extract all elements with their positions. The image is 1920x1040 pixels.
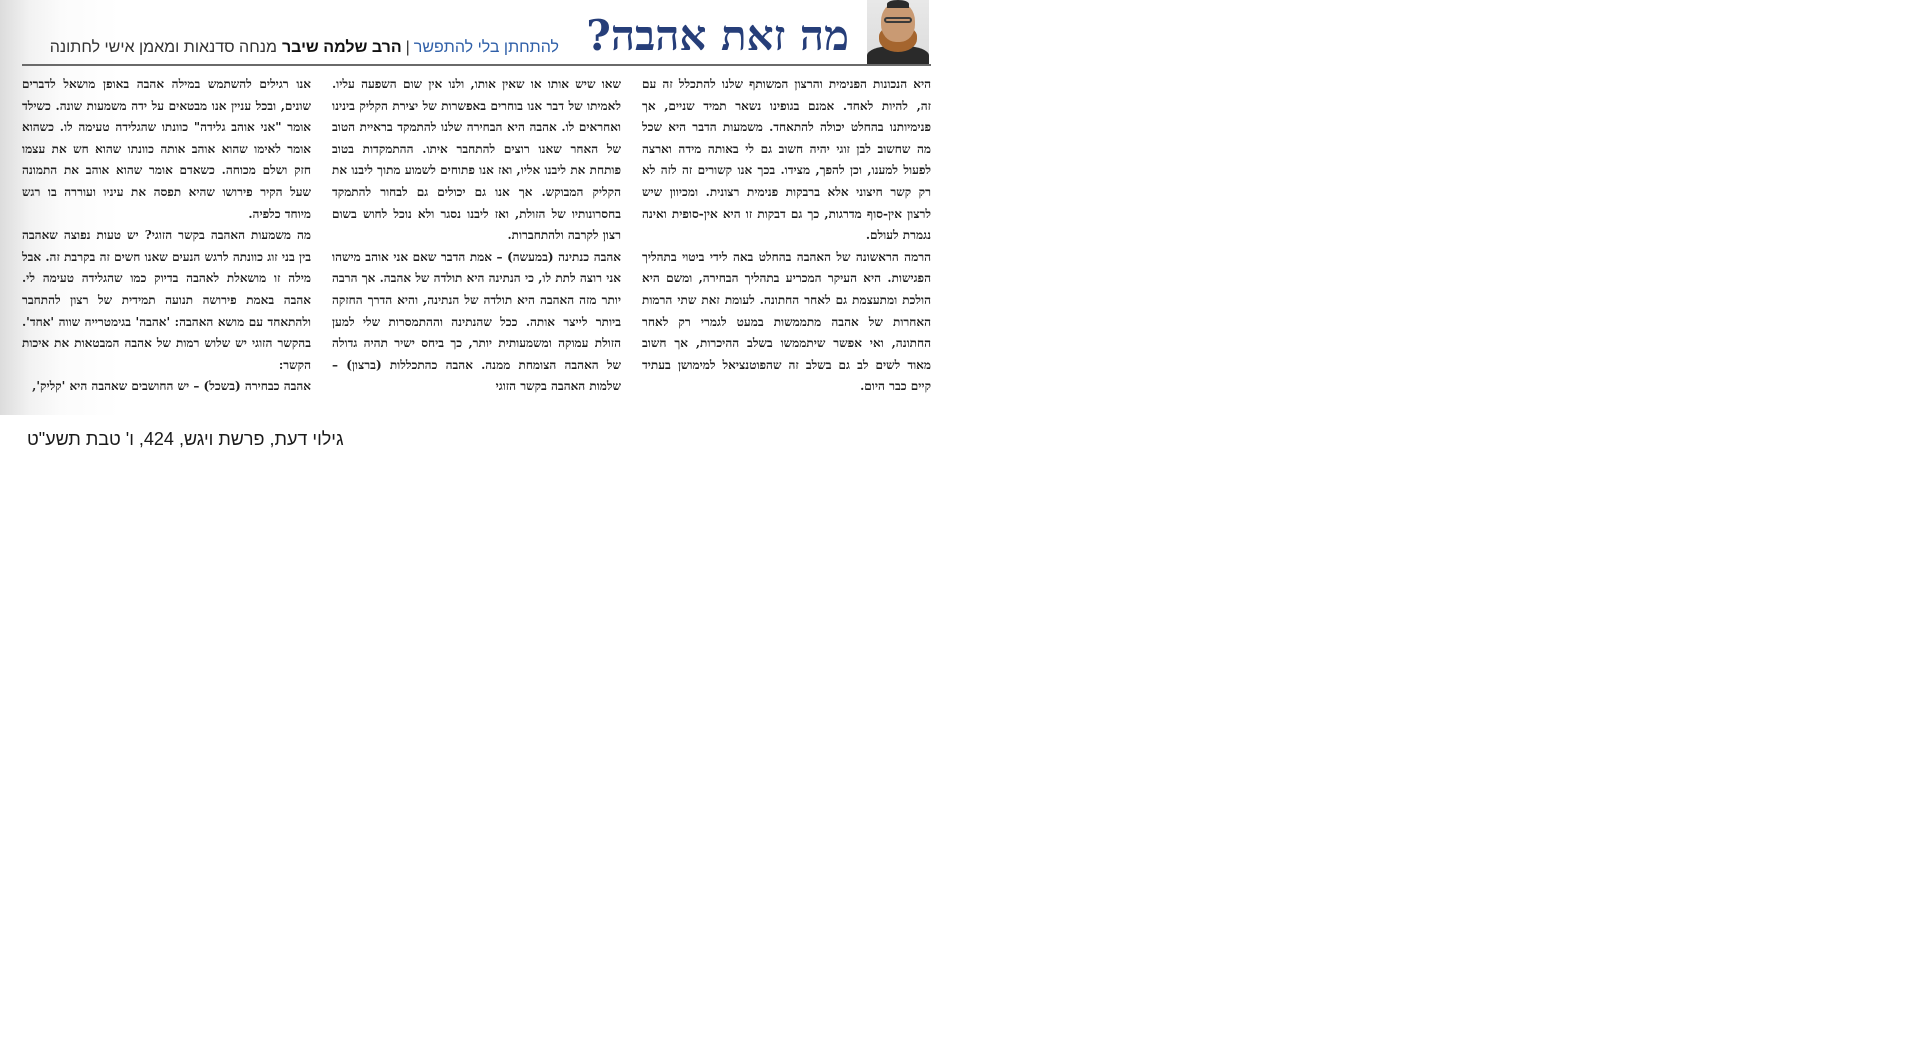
article-column-right (22, 74, 311, 400)
newspaper-clipping (0, 0, 931, 415)
byline-separator: | (405, 39, 410, 56)
byline-role: מנחה סדנאות ומאמן אישי לחתונה (49, 39, 277, 56)
paragraph: אהבה כנתינה (במעשה) – אמת הדבר שאם אני אוהב מישהו אני רוצה לתת לו, כי הנתינה היא תולדה של אהבה. אך הרבה יותר מזה האהבה היא תולדה של הנתינה, והיא הדרך החזקה ביותר לייצר אותה. ככל שהנתינה וההתמסרות שלי למען הזולת עמוקה ומשמעותית יותר, כך ביחס ישיר תהיה גדולה של האהבה הצומחת ממנה. אהבה כהתכללות (ברצון) – שלמות האהבה בקשר הזוגי (332, 249, 621, 394)
byline (50, 38, 559, 58)
article-title: מה זאת אהבה? (586, 11, 849, 60)
paragraph: אנו רגילים להשתמש במילה אהבה באופן מושאל לדברים שונים, ובכל עניין אנו מבטאים על ידה משמעות שונה. כשילד אומר "אני אוהב גלידה" כוונתו שהגלידה טעימה לו. כשהוא אומר לאימו שהוא אוהב אותה כוונתו שהוא חש את עצמו חזק ושלם מכוחה. כשאדם אומר שהוא אוהב את התמונה שעל הקיר פירושו שהיא תפסה את עיניו ועוררה בו רגש מיוחד כלפיה. (22, 77, 311, 221)
author-portrait-icon (867, 0, 929, 64)
paragraph: שאו שיש אותו או שאין אותו, ולנו אין שום השפעה עליו. לאמיתו של דבר אנו בוחרים באפשרות של יצירת הקליק בינינו ואחראים לו. אהבה היא הבחירה שלנו להתמקד בראיית הטוב של האחר שאנו רוצים להתחבר איתו. ההתמקדות בטוב פותחת את ליבנו אליו, ואז אנו פתוחים לשמוע מתוך ליבנו את הקליק המבוקש. אך אנו גם יכולים גם לבחור להתמקד בחסרונותיו של הזולת, ואז ליבנו נסגר ולא נוכל לחוש בשום רצון לקרבה ולהתחברות. (332, 77, 621, 243)
paragraph: הרמה הראשונה של האהבה בהחלט באה לידי ביטוי בתהליך הפגישות. היא העיקר המכריע בתהליך הבחירה, ומשם היא הולכת ומתעצמת גם לאחר החתונה. לעומת זאת שתי הרמות האחרות של אהבה מתממשות במעט לגמרי רק לאחר החתונה, ואי אפשר שיתממשו בשלב ההיכרות, אך חשוב מאוד לשים לב גם בשלב זה שהפוטנציאל למימושן בעתיד קיים כבר היום. (642, 249, 931, 394)
article-column-left (642, 74, 931, 400)
article-column-middle (332, 74, 621, 400)
paragraph: היא הנכונות הפנימית והרצון המשותף שלנו להתכלל זה עם זה, להיות לאחד. אמנם בגופינו נשאר תמיד שניים, אך פנימיותנו בהחלט יכולה להתאחד. משמעות הדבר היא שכל מה שחשוב לבן זוגי יהיה חשוב גם לי באותה מידה וארצה לפעול למענו, וכן להפך, מצידו. בכך אנו קשורים זה לזה לא רק קשר חיצוני אלא ברבקות פנימית רצונית. ומכיוון שיש לרצון אין-סוף מדרגות, כך גם דבקות זו היא אין-סופית ואינה נגמרת לעולם. (642, 77, 931, 243)
paragraph: אהבה כבחירה (בשכל) – יש החושבים שאהבה היא 'קליק', (32, 379, 311, 394)
byline-author: הרב שלמה שיבר (281, 39, 402, 56)
source-caption: גילוי דעת, פרשת ויגש, 424, ו' טבת תשע"ט (27, 429, 344, 449)
article-columns (22, 74, 931, 400)
paragraph: מה משמעות האהבה בקשר הזוגי? יש טעות נפוצה שאהבה בין בני זוג כוונתה לרגש הנעים שאנו חשים זה בקרבת זה. אבל מילה זו מושאלת לאהבה בדיוק כמו שהגלידה טעימה לי. אהבה באמת פירושה תנועה תמידית של רצון להתחבר ולהתאחד עם מושא האהבה: 'אהבה' בגימטרייה שווה 'אחד'. בהקשר הזוגי יש שלוש רמות של אהבה המבטאות את איכות הקשר: (22, 228, 311, 372)
byline-kicker: להתחתן בלי להתפשר (413, 39, 559, 56)
